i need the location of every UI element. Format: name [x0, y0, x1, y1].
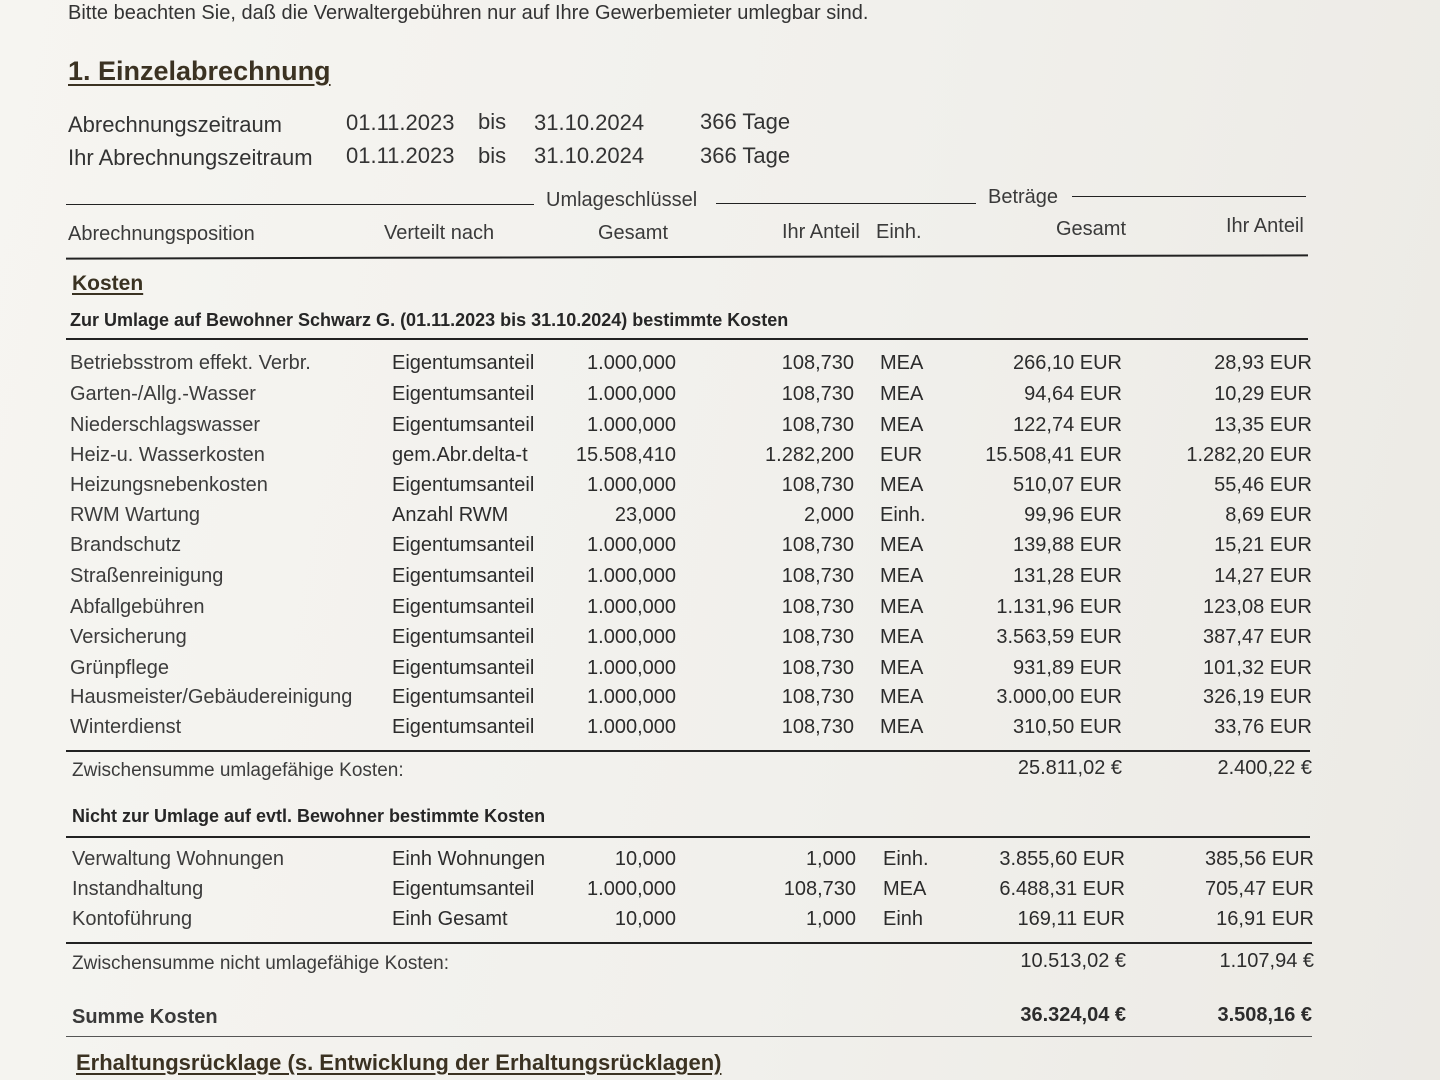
cell-anteil: 1,000	[805, 908, 856, 930]
cell-betrag-anteil: 8,69 EUR	[1225, 504, 1312, 526]
cell-einheit: MEA	[880, 657, 924, 679]
cell-gesamt: 10,000	[614, 848, 676, 870]
section-title-kosten: Kosten	[72, 272, 144, 295]
cell-betrag-gesamt: 6.488,31 EUR	[999, 878, 1125, 900]
cell-position: Betriebsstrom effekt. Verbr.	[70, 352, 311, 374]
cell-position: RWM Wartung	[70, 504, 201, 526]
cell-gesamt: 1.000,000	[587, 565, 676, 587]
section-title-erhaltungsruecklage: Erhaltungsrücklage (s. Entwicklung der Erhaltungsrücklagen)	[76, 1050, 722, 1075]
cell-verteilt: Eigentumsanteil	[392, 686, 535, 708]
subtotal-umlage-gesamt: 25.811,02 €	[1017, 757, 1122, 779]
cell-verteilt: Eigentumsanteil	[392, 383, 535, 405]
section-heading-nicht-umlage: Nicht zur Umlage auf evtl. Bewohner bestimmte Kosten	[72, 806, 546, 826]
cell-anteil: 108,730	[783, 878, 856, 900]
subtotal-nicht-gesamt: 10.513,02 €	[1020, 950, 1126, 972]
summe-kosten-label: Summe Kosten	[72, 1006, 218, 1028]
cell-gesamt: 1.000,000	[587, 383, 676, 405]
page-title: 1. Einzelabrechnung	[68, 56, 331, 86]
cell-verteilt: Eigentumsanteil	[392, 414, 535, 436]
subtotal-rule	[66, 750, 1310, 752]
table-row	[0, 504, 1440, 534]
cell-betrag-gesamt: 99,96 EUR	[1024, 504, 1122, 526]
cell-position: Abfallgebühren	[70, 596, 205, 618]
subtotal-umlage-anteil: 2.400,22 €	[1217, 757, 1312, 779]
cell-betrag-gesamt: 931,89 EUR	[1013, 657, 1122, 679]
cell-position: Winterdienst	[70, 716, 182, 738]
cell-anteil: 108,730	[781, 716, 854, 738]
cell-verteilt: Eigentumsanteil	[392, 626, 535, 648]
cell-position: Garten-/Allg.-Wasser	[70, 383, 256, 405]
table-row	[0, 534, 1440, 564]
cell-einheit: MEA	[880, 352, 924, 374]
table-row	[0, 444, 1440, 474]
cell-einheit: MEA	[880, 686, 924, 708]
header-rule	[66, 254, 1308, 259]
table-row	[0, 848, 1440, 878]
table-row	[0, 414, 1440, 444]
subtotal-nicht-label: Zwischensumme nicht umlagefähige Kosten:	[72, 953, 450, 974]
cell-gesamt: 1.000,000	[587, 716, 676, 738]
cell-betrag-gesamt: 310,50 EUR	[1013, 716, 1122, 738]
cell-einheit: EUR	[880, 444, 923, 466]
period-days: 366 Tage	[700, 109, 791, 134]
own-period-from: 01.11.2023	[346, 143, 455, 168]
cell-gesamt: 1.000,000	[587, 474, 676, 496]
own-period-bis: bis	[478, 143, 507, 168]
cell-anteil: 108,730	[781, 534, 854, 556]
cell-anteil: 108,730	[781, 657, 854, 679]
cell-position: Niederschlagswasser	[70, 414, 261, 436]
cell-verteilt: Einh Gesamt	[392, 908, 508, 930]
header-position: Abrechnungsposition	[68, 223, 255, 245]
cell-verteilt: Eigentumsanteil	[392, 565, 535, 587]
cell-gesamt: 1.000,000	[587, 596, 676, 618]
own-period-to: 31.10.2024	[534, 143, 645, 168]
cell-betrag-gesamt: 131,28 EUR	[1013, 565, 1122, 587]
cell-betrag-gesamt: 169,11 EUR	[1017, 908, 1125, 930]
cell-anteil: 108,730	[781, 686, 854, 708]
cell-einheit: MEA	[880, 565, 924, 587]
cell-anteil: 108,730	[781, 414, 854, 436]
cell-betrag-anteil: 14,27 EUR	[1214, 565, 1312, 587]
summe-kosten-anteil: 3.508,16 €	[1217, 1004, 1312, 1026]
period-bis: bis	[478, 109, 507, 134]
header-betrag-anteil: Ihr Anteil	[1226, 215, 1304, 237]
period-label: Abrechnungszeitraum	[68, 112, 283, 137]
cell-verteilt: Eigentumsanteil	[392, 657, 535, 679]
subtotal-umlage-label: Zwischensumme umlagefähige Kosten:	[72, 760, 404, 781]
cell-einheit: MEA	[880, 383, 924, 405]
header-umlageschluessel: Umlageschlüssel	[546, 189, 698, 211]
cell-position: Heizungsnebenkosten	[70, 474, 268, 496]
cell-verteilt: Eigentumsanteil	[392, 474, 535, 496]
cell-verteilt: Einh Wohnungen	[392, 848, 546, 870]
cell-betrag-gesamt: 3.563,59 EUR	[996, 626, 1122, 648]
cell-position: Kontoführung	[72, 908, 193, 930]
cell-betrag-anteil: 10,29 EUR	[1214, 383, 1312, 405]
cell-position: Hausmeister/Gebäudereinigung	[70, 686, 353, 708]
cell-einheit: MEA	[880, 474, 924, 496]
cell-betrag-anteil: 705,47 EUR	[1205, 878, 1314, 900]
cell-betrag-anteil: 16,91 EUR	[1216, 908, 1314, 930]
notice-text: Bitte beachten Sie, daß die Verwaltergebühren nur auf Ihre Gewerbemieter umlegbar sind.	[68, 2, 869, 24]
cell-betrag-anteil: 13,35 EUR	[1214, 414, 1312, 436]
cell-betrag-anteil: 385,56 EUR	[1205, 848, 1314, 870]
cell-verteilt: Eigentumsanteil	[392, 716, 535, 738]
summe-kosten-gesamt: 36.324,04 €	[1020, 1004, 1126, 1026]
cell-einheit: MEA	[880, 596, 924, 618]
section-heading-umlage: Zur Umlage auf Bewohner Schwarz G. (01.11.2023 bis 31.10.2024) bestimmte Kosten	[70, 310, 789, 330]
table-row	[0, 596, 1440, 626]
cell-verteilt: Eigentumsanteil	[392, 352, 535, 374]
cell-betrag-anteil: 101,32 EUR	[1203, 657, 1312, 679]
cell-betrag-gesamt: 1.131,96 EUR	[996, 596, 1122, 618]
header-betrag-gesamt: Gesamt	[1056, 218, 1127, 240]
cell-anteil: 1.282,200	[765, 444, 854, 466]
table-row	[0, 474, 1440, 504]
cell-position: Grünpflege	[70, 657, 169, 679]
cell-betrag-gesamt: 266,10 EUR	[1013, 352, 1122, 374]
cell-gesamt: 1.000,000	[587, 657, 676, 679]
table-row	[0, 686, 1440, 716]
cell-anteil: 108,730	[781, 383, 854, 405]
cell-gesamt: 1.000,000	[587, 414, 676, 436]
section-rule	[66, 338, 1308, 340]
cell-betrag-anteil: 28,93 EUR	[1214, 352, 1312, 374]
cell-einheit: MEA	[880, 626, 924, 648]
cell-einheit: Einh	[883, 908, 924, 930]
cell-verteilt: Anzahl RWM	[392, 504, 509, 526]
cell-position: Straßenreinigung	[70, 565, 224, 587]
cell-betrag-gesamt: 94,64 EUR	[1024, 383, 1122, 405]
cell-betrag-anteil: 15,21 EUR	[1214, 534, 1312, 556]
header-einh: Einh.	[876, 221, 922, 243]
header-betraege: Beträge	[988, 186, 1059, 208]
cell-einheit: MEA	[880, 716, 924, 738]
cell-verteilt: gem.Abr.delta-t	[392, 444, 528, 466]
cell-betrag-gesamt: 139,88 EUR	[1013, 534, 1122, 556]
table-row	[0, 383, 1440, 413]
cell-anteil: 108,730	[781, 352, 854, 374]
own-period-days: 366 Tage	[700, 143, 791, 168]
cell-betrag-gesamt: 510,07 EUR	[1013, 474, 1122, 496]
cell-position: Instandhaltung	[72, 878, 204, 900]
section-rule	[66, 836, 1310, 838]
cell-anteil: 108,730	[781, 474, 854, 496]
cell-anteil: 1,000	[805, 848, 856, 870]
cell-gesamt: 15.508,410	[575, 444, 676, 466]
cell-einheit: MEA	[880, 414, 924, 436]
summe-rule	[66, 1036, 1312, 1037]
cell-verteilt: Eigentumsanteil	[392, 596, 535, 618]
table-row	[0, 565, 1440, 595]
cell-gesamt: 23,000	[614, 504, 676, 526]
cell-betrag-anteil: 1.282,20 EUR	[1186, 444, 1312, 466]
cell-betrag-anteil: 387,47 EUR	[1203, 626, 1312, 648]
cell-position: Heiz-u. Wasserkosten	[70, 444, 265, 466]
cell-gesamt: 1.000,000	[587, 534, 676, 556]
cell-betrag-anteil: 326,19 EUR	[1203, 686, 1312, 708]
cell-einheit: Einh.	[883, 848, 929, 870]
header-ihr-anteil: Ihr Anteil	[782, 221, 860, 243]
cell-position: Verwaltung Wohnungen	[72, 848, 285, 870]
cell-einheit: MEA	[883, 878, 927, 900]
cell-betrag-gesamt: 3.000,00 EUR	[996, 686, 1122, 708]
cell-verteilt: Eigentumsanteil	[392, 534, 535, 556]
cell-gesamt: 10,000	[614, 908, 676, 930]
cell-verteilt: Eigentumsanteil	[392, 878, 535, 900]
subtotal-rule	[66, 942, 1312, 944]
cell-betrag-gesamt: 15.508,41 EUR	[985, 444, 1122, 466]
cell-anteil: 108,730	[781, 565, 854, 587]
cell-anteil: 108,730	[781, 596, 854, 618]
table-row	[0, 878, 1440, 908]
period-from: 01.11.2023	[346, 110, 455, 135]
cell-betrag-gesamt: 122,74 EUR	[1013, 414, 1122, 436]
cell-anteil: 108,730	[781, 626, 854, 648]
cell-einheit: Einh.	[880, 504, 926, 526]
cell-einheit: MEA	[880, 534, 924, 556]
divider	[716, 203, 976, 204]
cell-betrag-anteil: 55,46 EUR	[1214, 474, 1312, 496]
cell-gesamt: 1.000,000	[587, 352, 676, 374]
cell-gesamt: 1.000,000	[587, 626, 676, 648]
period-to: 31.10.2024	[534, 110, 645, 135]
table-row	[0, 908, 1440, 938]
cell-position: Versicherung	[70, 626, 187, 648]
header-verteilt: Verteilt nach	[384, 222, 495, 244]
cell-betrag-anteil: 123,08 EUR	[1203, 596, 1312, 618]
table-row	[0, 657, 1440, 687]
subtotal-nicht-anteil: 1.107,94 €	[1219, 950, 1314, 972]
table-row	[0, 352, 1440, 382]
table-row	[0, 626, 1440, 656]
cell-betrag-anteil: 33,76 EUR	[1214, 716, 1312, 738]
cell-betrag-gesamt: 3.855,60 EUR	[999, 848, 1125, 870]
header-gesamt: Gesamt	[598, 222, 669, 244]
cell-anteil: 2,000	[803, 504, 854, 526]
cell-gesamt: 1.000,000	[587, 878, 676, 900]
own-period-label: Ihr Abrechnungszeitraum	[68, 145, 313, 170]
cell-gesamt: 1.000,000	[587, 686, 676, 708]
cell-position: Brandschutz	[70, 534, 182, 556]
divider	[1072, 196, 1306, 197]
divider	[66, 204, 534, 205]
table-row	[0, 716, 1440, 746]
